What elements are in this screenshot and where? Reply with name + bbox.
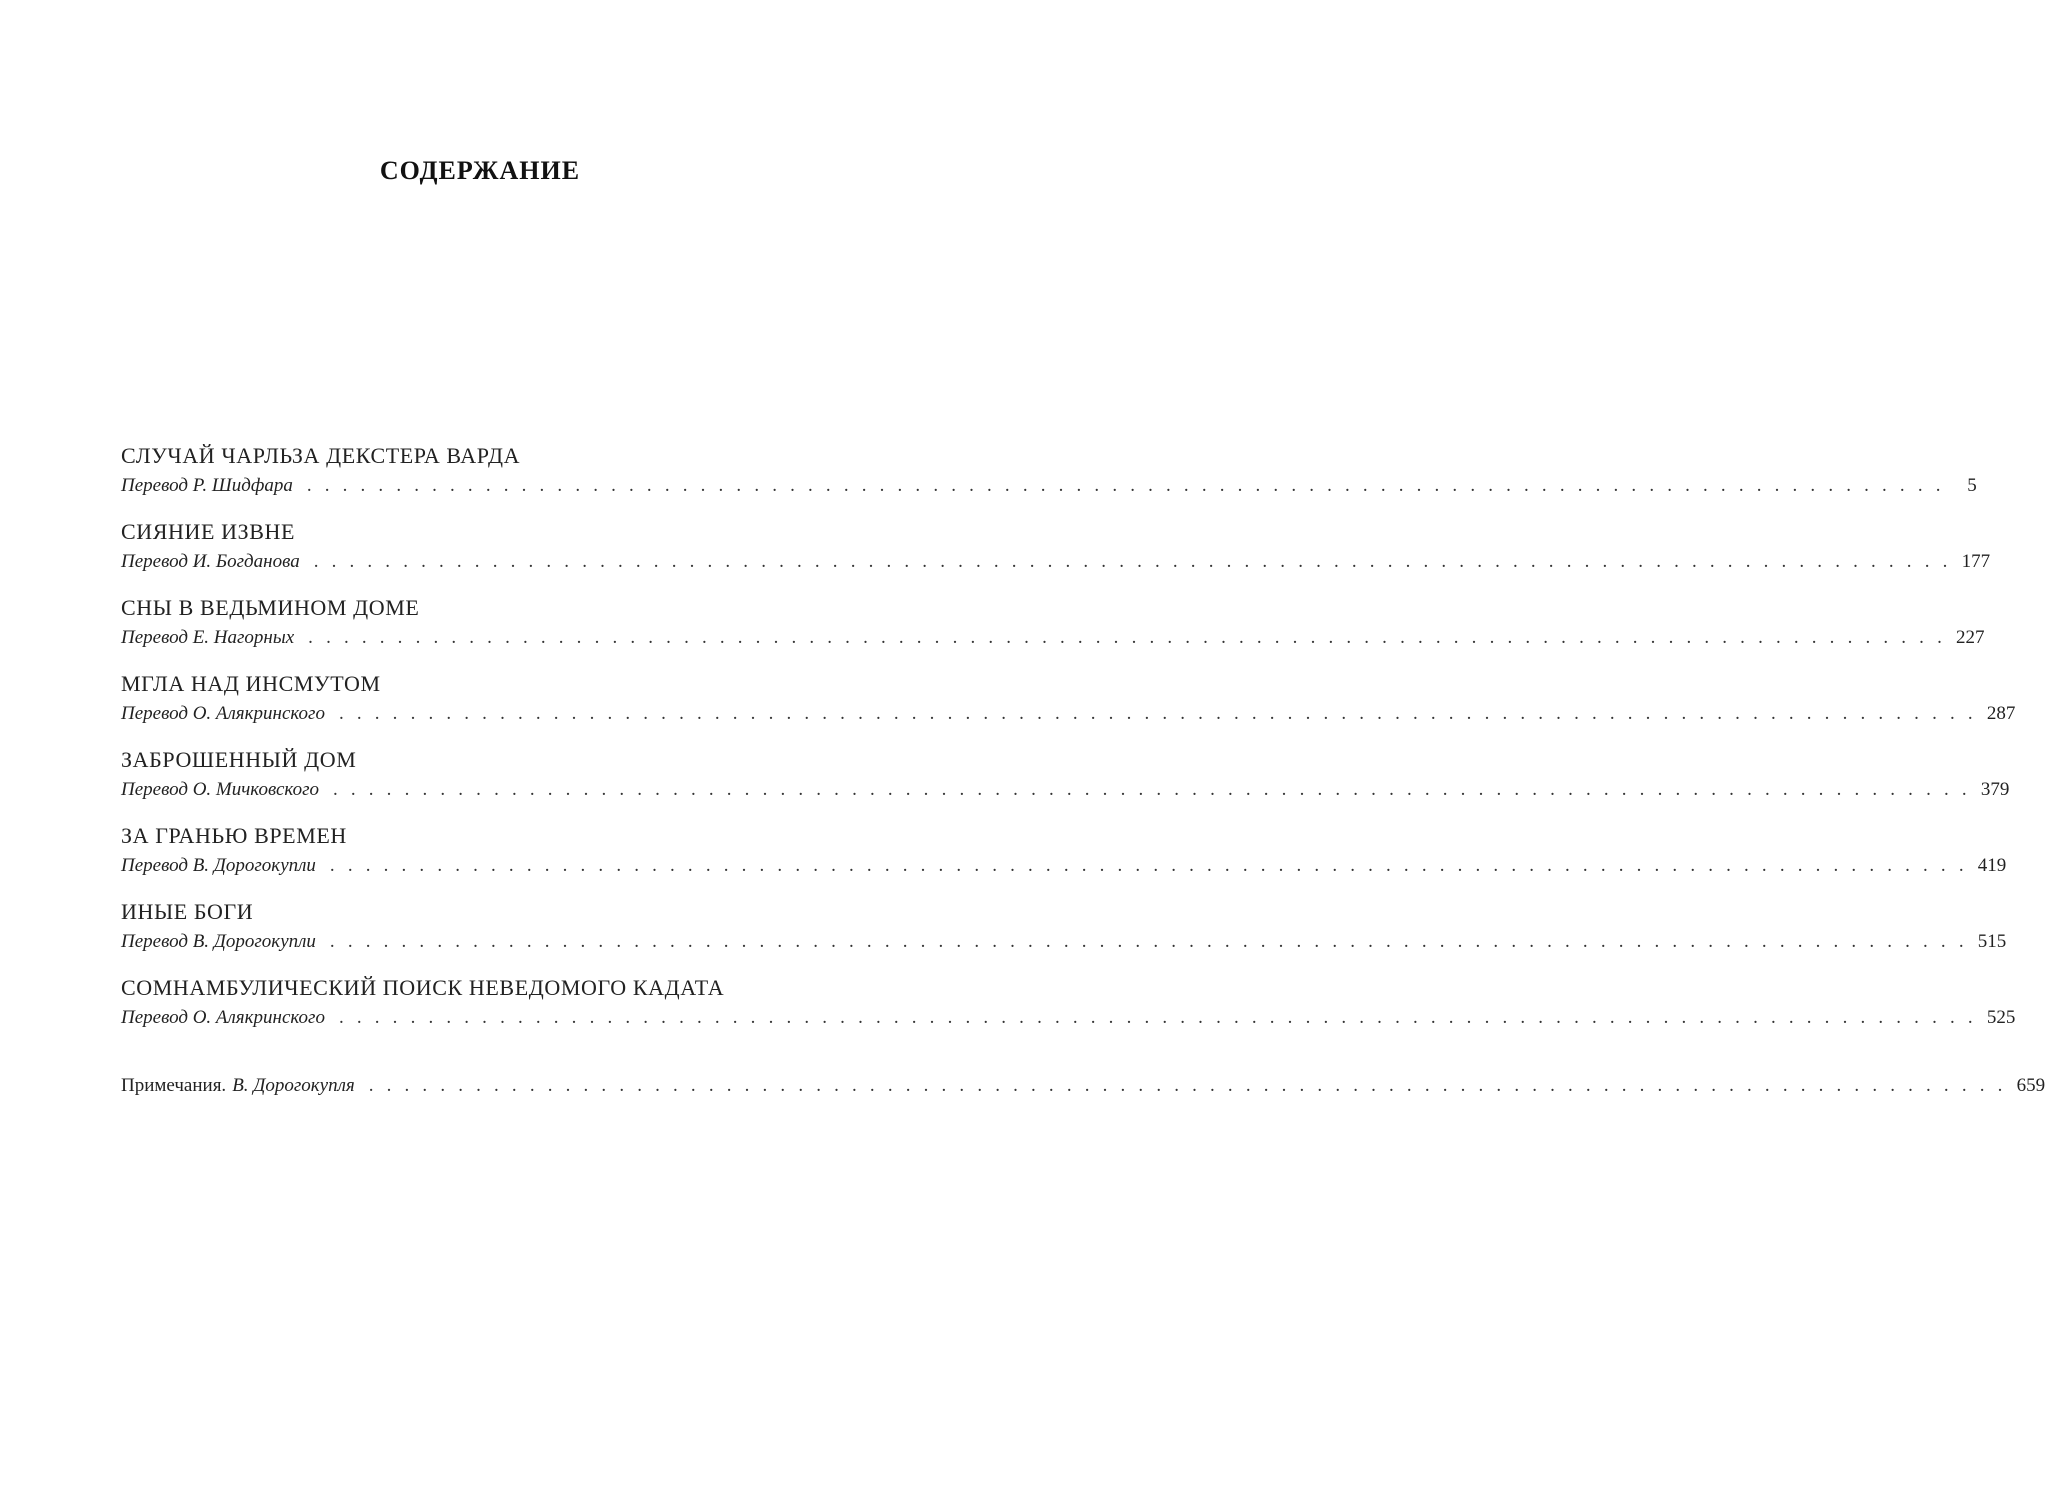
toc-entry-title: СОМНАМБУЛИЧЕСКИЙ ПОИСК НЕВЕДОМОГО КАДАТА bbox=[121, 975, 725, 1000]
toc-entry[interactable] bbox=[121, 821, 2007, 897]
toc-entry-page: 525 bbox=[1986, 1007, 2016, 1028]
toc-entry[interactable] bbox=[121, 593, 1985, 669]
toc-entry-title: МГЛА НАД ИНСМУТОМ bbox=[121, 671, 381, 696]
toc-entry-page: 227 bbox=[1956, 627, 1985, 648]
dot-leader: . . . . . . . . . . . . . . . . . . . . . . . . . . . . . . . . . . . . . . . . . . . . . . . . . . . . . . . . . . . . . . . . . . . . . . . . . . . . . . . . . . . . . . . . . . . . bbox=[332, 779, 1971, 800]
toc-entry-page: 287 bbox=[1986, 703, 2016, 724]
toc-entry-translator: Перевод О. Алякринского bbox=[121, 1007, 325, 1028]
table-of-contents bbox=[121, 441, 2045, 1101]
toc-entry-page: 379 bbox=[1980, 779, 2010, 800]
toc-entry-title: ЗАБРОШЕННЫЙ ДОМ bbox=[121, 747, 357, 772]
toc-entry[interactable] bbox=[121, 897, 2007, 973]
dot-leader: . . . . . . . . . . . . . . . . . . . . . . . . . . . . . . . . . . . . . . . . . . . . . . . . . . . . . . . . . . . . . . . . . . . . . . . . . . . . . . . . . . . . . . . . . . . . bbox=[329, 855, 1968, 876]
toc-entry[interactable] bbox=[121, 669, 2016, 745]
toc-entry-page: 5 bbox=[1967, 475, 1977, 496]
dot-leader: . . . . . . . . . . . . . . . . . . . . . . . . . . . . . . . . . . . . . . . . . . . . . . . . . . . . . . . . . . . . . . . . . . . . . . . . . . . . . . . . . . . . . . . . . . . . bbox=[338, 703, 1977, 724]
toc-entry-translator: Перевод О. Алякринского bbox=[121, 703, 325, 724]
toc-entry-translator: Перевод В. Дорогокупли bbox=[121, 855, 316, 876]
toc-entry[interactable] bbox=[121, 973, 2016, 1049]
dot-leader: . . . . . . . . . . . . . . . . . . . . . . . . . . . . . . . . . . . . . . . . . . . . . . . . . . . . . . . . . . . . . . . . . . . . . . . . . . . . . . . . . . . . . . . . . . . . bbox=[338, 1007, 1977, 1028]
toc-entry-translator: Перевод В. Дорогокупли bbox=[121, 931, 316, 952]
toc-entry-line bbox=[121, 471, 1977, 501]
toc-entry-page: 515 bbox=[1977, 931, 2007, 952]
toc-entry-line bbox=[121, 927, 2007, 957]
toc-entry-line bbox=[121, 775, 2010, 805]
notes-label: Примечания. bbox=[121, 1075, 227, 1096]
toc-entry-line bbox=[121, 699, 2016, 729]
toc-notes-entry[interactable] bbox=[121, 1071, 2045, 1101]
dot-leader: . . . . . . . . . . . . . . . . . . . . . . . . . . . . . . . . . . . . . . . . . . . . . . . . . . . . . . . . . . . . . . . . . . . . . . . . . . . . . . . . . . . . . . . . . . . . bbox=[368, 1075, 2007, 1096]
page-title: СОДЕРЖАНИЕ bbox=[379, 156, 581, 185]
toc-entry[interactable] bbox=[121, 745, 2010, 821]
toc-entry-line bbox=[121, 623, 1985, 653]
notes-page: 659 bbox=[2016, 1075, 2045, 1096]
toc-entry[interactable] bbox=[121, 441, 1977, 517]
toc-entry-title: ИНЫЕ БОГИ bbox=[121, 899, 254, 924]
dot-leader: . . . . . . . . . . . . . . . . . . . . . . . . . . . . . . . . . . . . . . . . . . . . . . . . . . . . . . . . . . . . . . . . . . . . . . . . . . . . . . . . . . . . . . . . . . . . bbox=[306, 475, 1945, 496]
notes-author: В. Дорогокупля bbox=[232, 1075, 355, 1096]
toc-entry-page: 177 bbox=[1961, 551, 1991, 572]
toc-entry[interactable] bbox=[121, 517, 1991, 593]
toc-entry-translator: Перевод И. Богданова bbox=[121, 551, 300, 572]
toc-entry-translator: Перевод Е. Нагорных bbox=[121, 627, 295, 648]
toc-entry-title: ЗА ГРАНЬЮ ВРЕМЕН bbox=[121, 823, 347, 848]
dot-leader: . . . . . . . . . . . . . . . . . . . . . . . . . . . . . . . . . . . . . . . . . . . . . . . . . . . . . . . . . . . . . . . . . . . . . . . . . . . . . . . . . . . . . . . . . . . . bbox=[329, 931, 1968, 952]
toc-entry-line bbox=[121, 1003, 2016, 1033]
toc-entry-line bbox=[121, 851, 2007, 881]
toc-entry-line bbox=[121, 547, 1991, 577]
toc-entry-title: СЛУЧАЙ ЧАРЛЬЗА ДЕКСТЕРА ВАРДА bbox=[121, 443, 521, 468]
toc-entry-title: СИЯНИЕ ИЗВНЕ bbox=[121, 519, 296, 544]
toc-entry-translator: Перевод О. Мичковского bbox=[121, 779, 319, 800]
dot-leader: . . . . . . . . . . . . . . . . . . . . . . . . . . . . . . . . . . . . . . . . . . . . . . . . . . . . . . . . . . . . . . . . . . . . . . . . . . . . . . . . . . . . . . . . . . . . bbox=[308, 627, 1947, 648]
toc-entry-page: 419 bbox=[1977, 855, 2007, 876]
dot-leader: . . . . . . . . . . . . . . . . . . . . . . . . . . . . . . . . . . . . . . . . . . . . . . . . . . . . . . . . . . . . . . . . . . . . . . . . . . . . . . . . . . . . . . . . . . . . bbox=[313, 551, 1952, 572]
toc-entry-title: СНЫ В ВЕДЬМИНОМ ДОМЕ bbox=[121, 595, 420, 620]
toc-entry-translator: Перевод Р. Шидфара bbox=[121, 475, 293, 496]
